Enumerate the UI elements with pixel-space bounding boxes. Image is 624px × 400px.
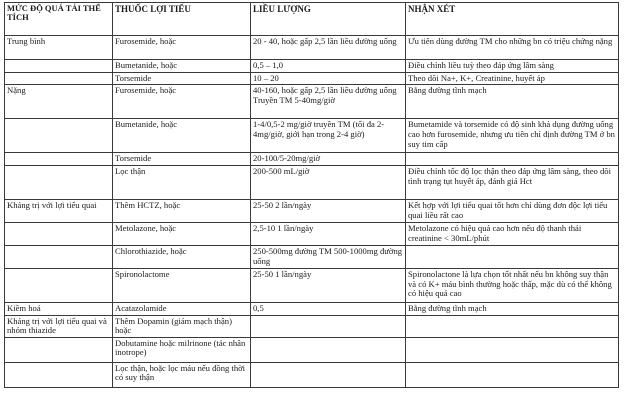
notes-cell: Bumetamide và torsemide có độ sinh khả dụng đường uống cao hơn furosemide, nhưng ưu tiên chỉ định đường TM ở bn suy tim cấp (406, 119, 619, 153)
diuretic-cell: Furosemide, hoặc (113, 85, 251, 119)
dosage-cell: 200-500 mL/giờ (251, 165, 406, 199)
severity-cell (5, 245, 113, 268)
table-row (5, 36, 619, 60)
table-row (5, 337, 619, 362)
table-row (5, 60, 619, 73)
notes-cell (406, 153, 619, 166)
table-row (5, 199, 619, 222)
notes-cell: Theo dõi Na+, K+, Creatinine, huyết áp (406, 72, 619, 85)
table-row (5, 268, 619, 302)
notes-cell: Điều chỉnh liều tuỳ theo đáp ứng lâm sàng (406, 60, 619, 73)
notes-cell (406, 362, 619, 387)
notes-cell (406, 315, 619, 337)
dosage-cell: 0,5 (251, 302, 406, 315)
severity-cell (5, 337, 113, 362)
dosage-cell: 25-50 2 lần/ngày (251, 199, 406, 222)
dosage-cell: 250-500mg đường TM 500-1000mg đường uống (251, 245, 406, 268)
diuretic-cell: Lọc thận (113, 165, 251, 199)
table-row (5, 119, 619, 153)
diuretic-cell: Lọc thận, hoặc lọc máu nếu đồng thời có suy thận (113, 362, 251, 387)
dosage-cell: 20 - 40, hoặc gấp 2,5 lần liều đường uống (251, 36, 406, 60)
table-row (5, 72, 619, 85)
notes-cell: Ưu tiên dùng đường TM cho những bn có triệu chứng nặng (406, 36, 619, 60)
dosage-cell (251, 315, 406, 337)
severity-cell (5, 222, 113, 245)
notes-cell: Kết hợp với lợi tiểu quai tốt hơn chỉ dùng đơn độc lợi tiểu quai liều rất cao (406, 199, 619, 222)
diuretic-cell: Metolazone, hoặc (113, 222, 251, 245)
diuretic-cell: Chlorothiazide, hoặc (113, 245, 251, 268)
severity-cell: Kháng trị với lợi tiểu quai (5, 199, 113, 222)
severity-cell: Kháng trị với lợi tiểu quai và nhóm thiazide (5, 315, 113, 337)
table-row (5, 362, 619, 387)
dosage-cell: 10 – 20 (251, 72, 406, 85)
dosage-cell (251, 362, 406, 387)
diuretic-cell: Furosemide, hoặc (113, 36, 251, 60)
diuretic-cell: Bumetanide, hoặc (113, 60, 251, 73)
table-row (5, 85, 619, 119)
dosage-cell: 20-100/5-20mg/giờ (251, 153, 406, 166)
table-row (5, 315, 619, 337)
dosage-cell: 0,5 – 1,0 (251, 60, 406, 73)
table-row (5, 165, 619, 199)
header-diuretic: THUỐC LỢI TIỂU (113, 3, 251, 36)
diuretic-cell: Torsemide (113, 72, 251, 85)
diuretic-cell: Thêm HCTZ, hoặc (113, 199, 251, 222)
severity-cell: Trung bình (5, 36, 113, 60)
notes-cell (406, 245, 619, 268)
severity-cell (5, 165, 113, 199)
notes-cell: Bằng đường tĩnh mạch (406, 85, 619, 119)
header-row (5, 3, 619, 36)
notes-cell: Spironolactone là lựa chọn tốt nhất nếu bn không suy thận và có K+ máu bình thường hoặc thấp, mặc dù có thể không có hiệu quả cao (406, 268, 619, 302)
notes-cell: Bằng đường tĩnh mạch (406, 302, 619, 315)
dosage-cell: 1-4/0,5-2 mg/giờ truyền TM (tối đa 2-4mg/giờ, giới hạn trong 2-4 giờ) (251, 119, 406, 153)
notes-cell: Metolazone có hiệu quả cao hơn nếu độ thanh thải creatinine < 30mL/phút (406, 222, 619, 245)
diuretic-cell: Dobutamine hoặc milrinone (tác nhân inotrope) (113, 337, 251, 362)
table-row (5, 302, 619, 315)
notes-cell (406, 337, 619, 362)
table-row (5, 245, 619, 268)
table-row (5, 222, 619, 245)
table-row (5, 153, 619, 166)
diuretic-cell: Acatazolamide (113, 302, 251, 315)
severity-cell (5, 72, 113, 85)
diuretic-cell: Spironolactome (113, 268, 251, 302)
dosage-cell (251, 337, 406, 362)
diuretic-cell: Thêm Dopamin (giảm mạch thận) hoặc (113, 315, 251, 337)
severity-cell (5, 268, 113, 302)
severity-cell (5, 119, 113, 153)
header-dosage: LIỀU LƯỢNG (251, 3, 406, 36)
diuretic-table (4, 2, 619, 388)
notes-cell: Điều chỉnh tốc độ lọc thận theo đáp ứng lâm sàng, theo dõi tình trạng tụt huyết áp, đánh giá Hct (406, 165, 619, 199)
severity-cell (5, 153, 113, 166)
severity-cell: Nặng (5, 85, 113, 119)
diuretic-cell: Bumetanide, hoặc (113, 119, 251, 153)
diuretic-cell: Torsemide (113, 153, 251, 166)
severity-cell: Kiềm hoá (5, 302, 113, 315)
dosage-cell: 25-50 1 lần/ngày (251, 268, 406, 302)
dosage-cell: 40-160, hoặc gấp 2,5 lần liều đường uống Truyền TM 5-40mg/giờ (251, 85, 406, 119)
severity-cell (5, 362, 113, 387)
dosage-cell: 2,5-10 1 lần/ngày (251, 222, 406, 245)
header-notes: NHẬN XÉT (406, 3, 619, 36)
severity-cell (5, 60, 113, 73)
header-severity: MỨC ĐỘ QUÁ TẢI THỂ TÍCH (5, 3, 113, 36)
